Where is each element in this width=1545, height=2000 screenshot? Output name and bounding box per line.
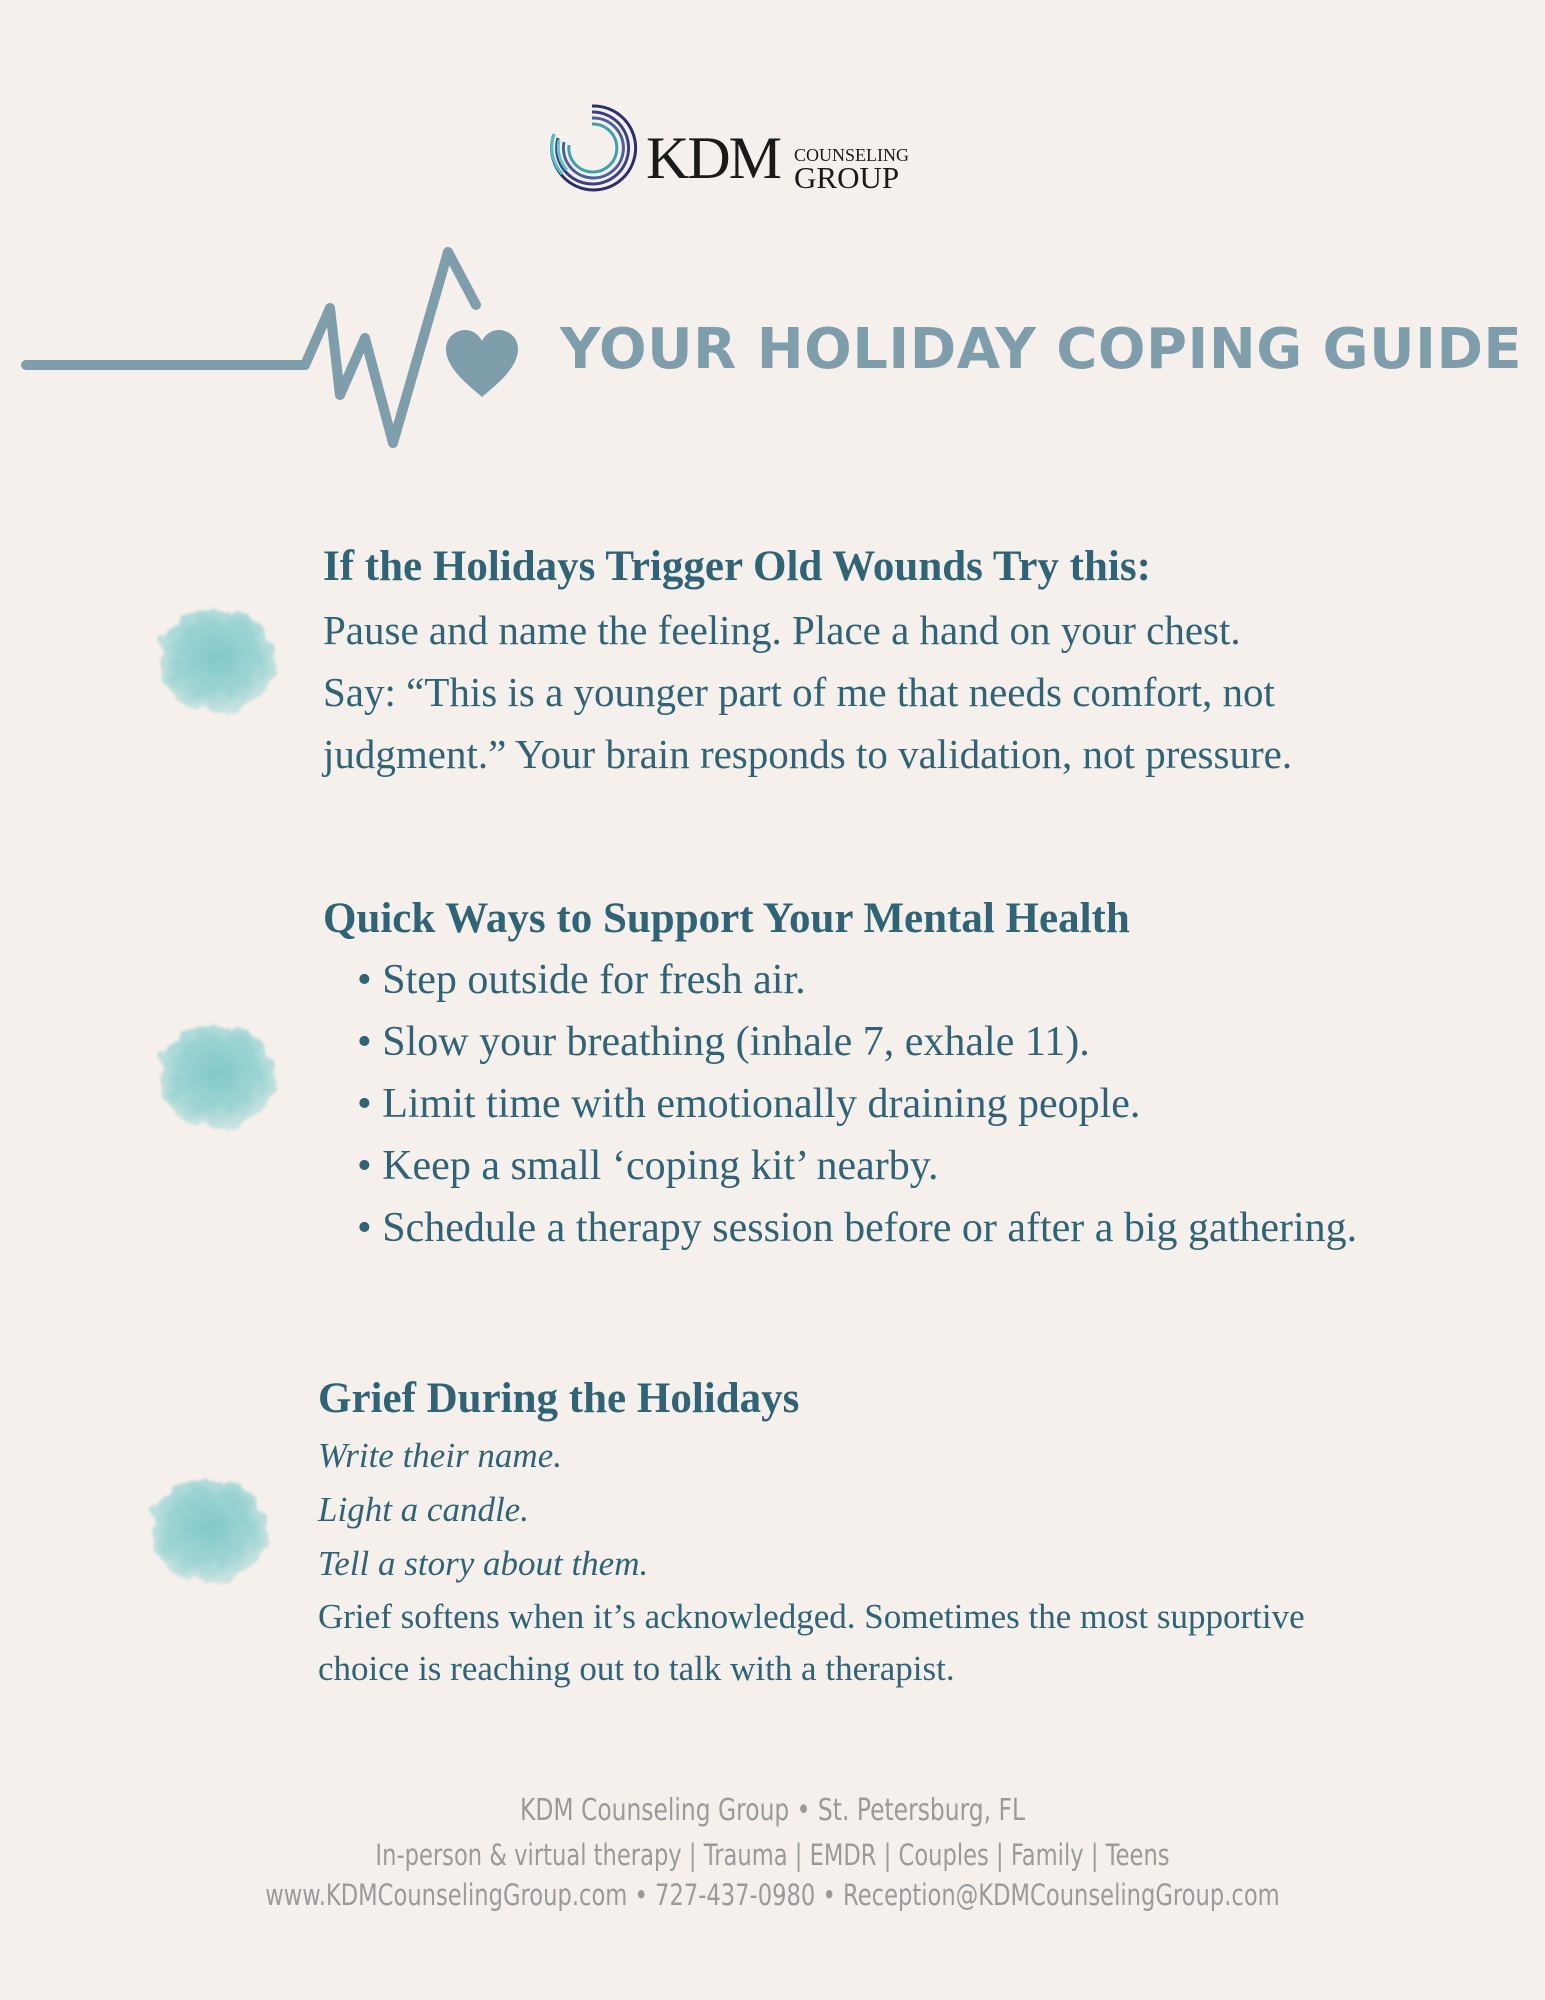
heart-icon bbox=[446, 330, 518, 397]
logo bbox=[542, 98, 932, 198]
watercolor-blot-icon bbox=[138, 1468, 278, 1598]
section-grief bbox=[318, 1373, 1305, 1695]
footer-line-org: KDM Counseling Group • St. Petersburg, FL bbox=[519, 1793, 1026, 1828]
watercolor-blot-icon bbox=[146, 1014, 286, 1144]
footer-line-services: In-person & virtual therapy | Trauma | EMDR | Couples | Family | Teens bbox=[375, 1838, 1170, 1872]
watercolor-blot-icon bbox=[146, 598, 286, 728]
italic-line: Write their name. bbox=[318, 1435, 562, 1475]
section-body-line: Say: “This is a younger part of me that needs comfort, not bbox=[323, 668, 1275, 715]
logo-brand: KDM bbox=[646, 125, 781, 191]
section-body-line: choice is reaching out to talk with a therapist. bbox=[318, 1648, 955, 1688]
italic-line: Tell a story about them. bbox=[318, 1543, 649, 1583]
bullet-item: • Slow your breathing (inhale 7, exhale 11). bbox=[357, 1018, 1090, 1065]
logo-rings-icon bbox=[542, 98, 642, 198]
section-quick-ways bbox=[323, 893, 1357, 1259]
section-heading: If the Holidays Trigger Old Wounds Try this: bbox=[323, 543, 1151, 590]
section-heading: Grief During the Holidays bbox=[318, 1375, 800, 1422]
section-body-line: Pause and name the feeling. Place a hand on your chest. bbox=[323, 606, 1241, 653]
section-old-wounds bbox=[323, 541, 1292, 785]
bullet-item: • Limit time with emotionally draining people. bbox=[357, 1080, 1141, 1127]
bullet-item: • Keep a small ‘coping kit’ nearby. bbox=[357, 1142, 939, 1189]
footer-line-contact: www.KDMCounselingGroup.com • 727-437-0980 • Reception@KDMCounselingGroup.com bbox=[265, 1878, 1280, 1912]
section-body-line: judgment.” Your brain responds to validation, not pressure. bbox=[323, 730, 1293, 777]
section-heading: Quick Ways to Support Your Mental Health bbox=[323, 895, 1130, 942]
logo-line-counseling: COUNSELING bbox=[794, 145, 909, 165]
italic-line: Light a candle. bbox=[318, 1489, 529, 1529]
bullet-item: • Schedule a therapy session before or after a big gathering. bbox=[357, 1204, 1358, 1251]
page-title: YOUR HOLIDAY COPING GUIDE bbox=[560, 317, 1523, 382]
heartbeat-line-icon bbox=[0, 240, 540, 460]
bullet-item: • Step outside for fresh air. bbox=[357, 956, 806, 1003]
section-body-line: Grief softens when it’s acknowledged. Sometimes the most supportive bbox=[318, 1596, 1305, 1636]
logo-line-group: GROUP bbox=[794, 160, 900, 195]
